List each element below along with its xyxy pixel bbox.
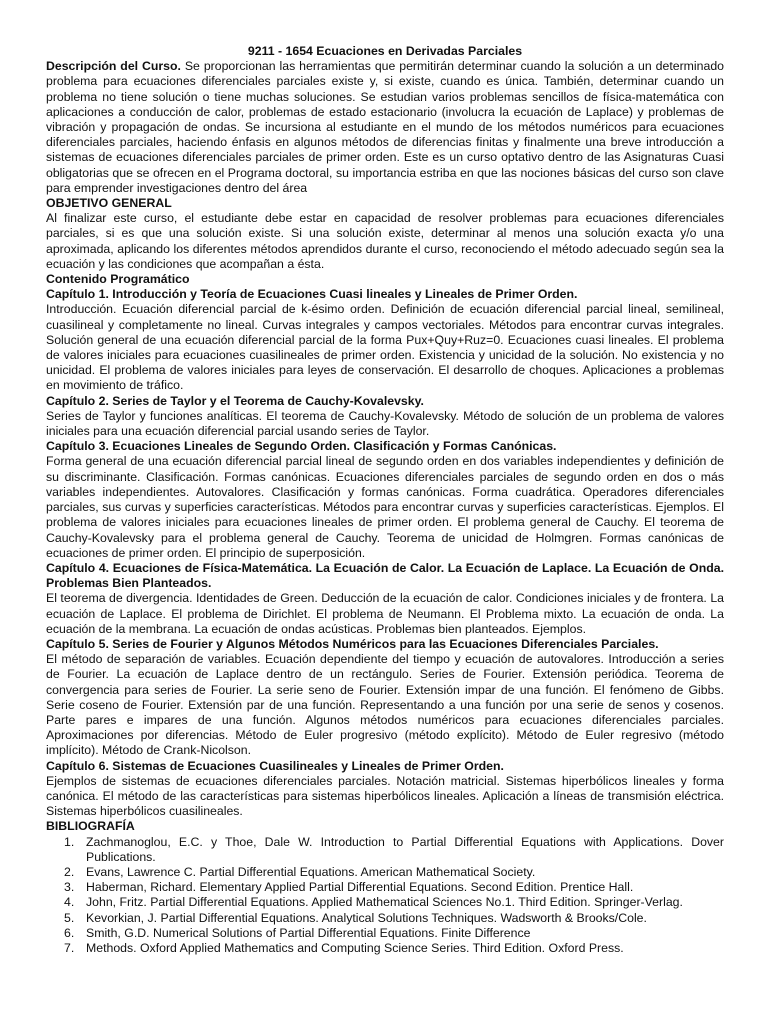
document-title: 9211 - 1654 Ecuaciones en Derivadas Parciales [247,44,523,58]
bibliography-item-text: Methods. Oxford Applied Mathematics and Computing Science Series. Third Edition. Oxford Press. [86,940,624,955]
document-page [46,44,724,956]
chapter-5-title: Series de Fourier y Algunos Métodos Numéricos para las Ecuaciones Diferenciales Parciales. [112,636,659,651]
bibliography-item-number: 7. [64,940,75,955]
content-heading: Contenido Programático [46,272,190,287]
bibliography-item-number: 2. [64,864,75,879]
bibliography-item-text: John, Fritz. Partial Differential Equations. Applied Mathematical Sciences No.1. Third Edition. Springer-Verlag. [86,895,683,910]
course-description-label: Descripción del Curso. [46,59,181,74]
chapter-3-text: Forma general de una ecuación diferencial parcial lineal de segundo orden en dos variables independientes y definición de su discriminante. Clasificación. Formas canónicas. Ecuaciones diferenciales parciales de segundo orden en dos o más variables independientes. Autovalores. Clasificación y formas canónicas. Forma cuadrática. Operadores diferenciales parciales, sus curvas y superficies características. Métodos para encontrar curvas y superficies características. Ejemplos. El problema de valores iniciales para ecuaciones lineales de primer orden. El problema general de Cauchy. El teorema de Cauchy-Kovalevsky para el problema general de Cauchy. Teorema de unicidad de Holmgren. Formas canónicas de ecuaciones de primer orden. El principio de superposición. [46,454,724,560]
bibliography-item-text: Evans, Lawrence C. Partial Differential Equations. American Mathematical Society. [86,864,536,879]
chapter-4-label: Capítulo 4 [46,560,106,575]
chapter-4-text: El teorema de divergencia. Identidades de Green. Deducción de la ecuación de calor. Condiciones iniciales y de frontera. La ecuación de Laplace. El problema de Dirichlet. El problema de Neumann. El Problema mixto. La ecuación de onda. La ecuación de la membrana. La ecuación de ondas acústicas. Problemas bien planteados. Ejemplos. [46,591,724,636]
bibliography-item-number: 4. [64,895,75,910]
objective-text: Al finalizar este curso, el estudiante debe estar en capacidad de resolver problemas para ecuaciones diferenciales parciales, si es que una solución existe. Si una solución existe, determinar al menos una solución exacta y/o una aproximada, aplicando los diferentes métodos aprendidos durante el curso, reconociendo el método adecuado según sea la ecuación y las condiciones que acompañan a ésta. [46,211,724,271]
bibliography-item [46,865,724,880]
chapter-2-label: Capítulo 2 [46,393,106,408]
course-description [46,59,724,196]
chapter-5-text: El método de separación de variables. Ecuación dependiente del tiempo y ecuación de autovalores. Introducción a series de Fourier. La ecuación de Laplace dentro de un rectángulo. Series de Fourier. Extensión periódica. Teorema de convergencia para series de Fourier. La serie seno de Fourier. Extensión impar de una función. El fenómeno de Gibbs. Serie coseno de Fourier. Extensión par de una función. Representando a una función por una serie de senos y cosenos. Parte pares e impares de una función. Algunos métodos numéricos para ecuaciones diferenciales parciales. Aproximaciones por diferencias. Método de Euler progresivo (método explícito). Método de Euler regresivo (método implícito). Método de Crank-Nicolson. [46,652,724,758]
chapter-1-title: Introducción y Teoría de Ecuaciones Cuasi lineales y Lineales de Primer Orden. [112,287,578,302]
bibliography-item [46,926,724,941]
bibliography-item [46,911,724,926]
course-description-text: Se proporcionan las herramientas que permitirán determinar cuando la solución a un determinado problema para ecuaciones diferenciales parciales existe y, si existe, cuando es única. También, determinar cuando un problema no tiene solución o tiene muchas soluciones. Se estudian varios problemas sencillos de física-matemática con aplicaciones a conducción de calor, problemas de estado estacionario (involucra la ecuación de Laplace) y problemas de vibración y propagación de ondas. Se incursiona al estudiante en el mundo de los métodos numéricos para ecuaciones diferenciales parciales, haciendo énfasis en algunos métodos de diferencias finitas y finalmente una breve introducción a sistemas de ecuaciones diferenciales parciales de primer orden. Este es un curso optativo dentro de las Asignaturas Cuasi obligatorias que se ofrecen en el Programa doctoral, su importancia estriba en que las nociones básicas del curso son clave para emprender investigaciones dentro del área [46,59,724,195]
chapter-4-heading: Capítulo 4. Ecuaciones de Física-Matemática. La Ecuación de Calor. La Ecuación de Laplace. La Ecuación de Onda. Problemas Bien Planteados. [46,560,724,591]
bibliography-item-text: Haberman, Richard. Elementary Applied Partial Differential Equations. Second Edition. Prentice Hall. [86,880,634,895]
chapter-2-title: Series de Taylor y el Teorema de Cauchy-Kovalevsky. [112,393,424,408]
chapter-3-heading: Capítulo 3. Ecuaciones Lineales de Segundo Orden. Clasificación y Formas Canónicas. [46,439,557,454]
chapter-1-text: Introducción. Ecuación diferencial parcial de k-ésimo orden. Definición de ecuación diferencial parcial lineal, semilineal, cuasilineal y completamente no lineal. Curvas integrales y campos vectoriales. Métodos para encontrar curvas integrales. Solución general de una ecuación diferencial parcial de la forma Pux+Quy+Ruz=0. Ecuaciones cuasi lineales. El problema de valores iniciales para ecuaciones cuasilineales de primer orden. Existencia y unicidad de la solución. No existencia y no unicidad. El problema de valores iniciales para leyes de conservación. El desarrollo de choques. Aplicaciones a problemas en movimiento de tráfico. [46,302,724,393]
chapter-6-text: Ejemplos de sistemas de ecuaciones diferenciales parciales. Notación matricial. Sistemas hiperbólicos lineales y forma canónica. El método de las características para sistemas hiperbólicos lineales. Aplicación a líneas de transmisión eléctrica. Sistemas hiperbólicos cuasilineales. [46,773,724,819]
bibliography-item [46,941,724,956]
chapter-1-label: Capítulo 1 [46,287,106,302]
bibliography-item-number: 3. [64,880,75,895]
chapter-5-label: Capítulo 5 [46,636,106,651]
chapter-2-heading: Capítulo 2. Series de Taylor y el Teorema de Cauchy-Kovalevsky. [46,393,424,408]
chapter-4-title: Ecuaciones de Física-Matemática. La Ecuación de Calor. La Ecuación de Laplace. La Ecuación de Onda. Problemas Bien Planteados. [46,560,724,591]
bibliography-list [46,835,724,957]
bibliography-item-text: Smith, G.D. Numerical Solutions of Partial Differential Equations. Finite Difference [86,925,531,940]
chapter-3-label: Capítulo 3 [46,439,106,454]
chapter-3-title: Ecuaciones Lineales de Segundo Orden. Clasificación y Formas Canónicas. [112,439,557,454]
bibliography-item-text: Zachmanoglou, E.C. y Thoe, Dale W. Introduction to Partial Differential Equations with Applications. Dover Publications. [86,834,724,864]
chapter-2-text: Series de Taylor y funciones analíticas. El teorema de Cauchy-Kovalevsky. Método de solución de un problema de valores iniciales para una ecuación diferencial parcial usando series de Taylor. [46,408,724,439]
chapter-6-heading: Capítulo 6. Sistemas de Ecuaciones Cuasilineales y Lineales de Primer Orden. [46,758,504,773]
bibliography-heading: BIBLIOGRAFÍA [46,819,135,834]
bibliography-item-number: 5. [64,910,75,925]
objective-heading: OBJETIVO GENERAL [46,196,172,211]
bibliography-item [46,835,724,865]
chapter-6-label: Capítulo 6 [46,758,106,773]
bibliography-item-number: 1. [64,834,75,849]
bibliography-item-number: 6. [64,925,75,940]
chapter-1-heading: Capítulo 1. Introducción y Teoría de Ecuaciones Cuasi lineales y Lineales de Primer Orden. [46,287,578,302]
chapter-6-title: Sistemas de Ecuaciones Cuasilineales y Lineales de Primer Orden. [112,758,504,773]
chapter-5-heading: Capítulo 5. Series de Fourier y Algunos Métodos Numéricos para las Ecuaciones Diferenciales Parciales. [46,636,659,651]
bibliography-item [46,880,724,895]
bibliography-item [46,895,724,910]
bibliography-item-text: Kevorkian, J. Partial Differential Equations. Analytical Solutions Techniques. Wadsworth & Brooks/Cole. [86,910,647,925]
